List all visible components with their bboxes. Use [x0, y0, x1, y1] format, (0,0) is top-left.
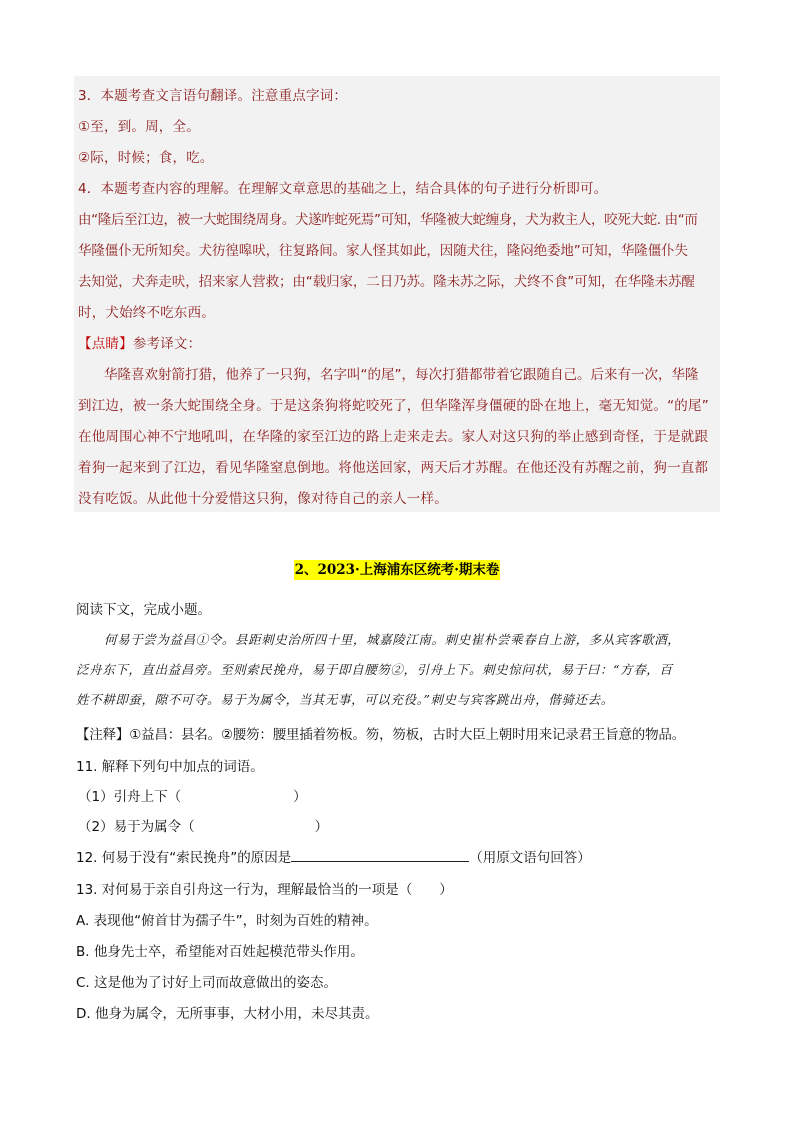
answer-line: 华隆僵仆无所知矣。犬彷徨嗥吠，往复路间。家人怪其如此，因随犬往，隆闷绝委地”可知，华隆僵仆失 — [78, 243, 688, 259]
answer-line: 4．本题考查内容的理解。在理解文章意思的基础之上，结合具体的句子进行分析即可。 — [78, 181, 608, 197]
tip-heading — [78, 332, 201, 352]
item-1-text: （1）引舟上下（ — [78, 789, 182, 805]
question-12-tail: （用原文语句回答） — [469, 850, 591, 866]
question-11-stem: 11. 解释下列句中加点的词语。 — [76, 759, 264, 775]
answer-line: ①至，到。周，全。 — [78, 119, 200, 135]
answer-line: 3．本题考查文言语句翻译。注意重点字词： — [78, 88, 348, 104]
translation-line: 到江边，被一条大蛇围绕全身。于是这条狗将蛇咬死了，但华隆浑身僵硬的卧在地上，毫无知觉。“的尾” — [78, 398, 709, 414]
passage-line: 姓不耕即蚕，隙不可夺。易于为属令，当其无事，可以充役。”刺史与宾客跳出舟，偕骑还去。 — [76, 692, 614, 707]
question-11-item-2 — [78, 815, 328, 835]
option-d[interactable]: D. 他身为属令，无所事事，大材小用，未尽其责。 — [76, 1006, 379, 1022]
question-12-stem: 12. 何易于没有“索民挽舟”的原因是 — [76, 850, 292, 866]
question-12 — [76, 846, 591, 866]
instruction: 阅读下文，完成小题。 — [76, 602, 211, 618]
item-2-text: （2）易于为属令（ — [78, 819, 195, 835]
answer-blank[interactable] — [291, 849, 469, 862]
translation-line: 没有吃饭。从此他十分爱惜这只狗，像对待自己的亲人一样。 — [78, 491, 448, 507]
option-b[interactable]: B. 他身先士卒，希望能对百姓起模范带头作用。 — [76, 944, 364, 960]
passage-line: 泛舟东下，直出益昌旁。至则索民挽舟，易于即自腰笏②，引舟上下。刺史惊问状，易于曰：“方春，百 — [76, 662, 673, 677]
section-title-text: 2、2023·上海浦东区统考·期末卷 — [294, 562, 500, 578]
tip-label: 【点睛】 — [78, 336, 133, 352]
answer-line: 时，犬始终不吃东西。 — [78, 305, 215, 321]
item-2-close: ） — [314, 819, 329, 835]
translation-line: 华隆喜欢射箭打猎，他养了一只狗，名字叫“的尾”，每次打猎都带着它跟随自己。后来有一次，华隆 — [104, 367, 699, 383]
answer-line: 由“隆后至江边，被一大蛇围绕周身。犬遂咋蛇死焉”可知，华隆被大蛇缠身，犬为救主人，咬死大蛇. 由“而 — [78, 212, 698, 228]
question-11-item-1 — [78, 785, 307, 805]
passage-line: 何易于尝为益昌①令。县距刺史治所四十里，城嘉陵江南。刺史崔朴尝乘春自上游，多从宾客歌酒， — [104, 632, 681, 647]
question-13-stem: 13. 对何易于亲自引舟这一行为，理解最恰当的一项是（ ） — [76, 882, 453, 898]
translation-line: 在他周围心神不宁地吼叫，在华隆的家至江边的路上走来走去。家人对这只狗的举止感到奇怪，于是就跟 — [78, 429, 709, 445]
translation-line: 着狗一起来到了江边，看见华隆窒息倒地。将他送回家，两天后才苏醒。在他还没有苏醒之前，狗一直都 — [78, 460, 709, 476]
item-1-close: ） — [293, 789, 307, 805]
answer-analysis-box — [74, 76, 720, 512]
answer-line: ②际，时候；食，吃。 — [78, 150, 214, 166]
option-a[interactable]: A. 表现他“俯首甘为孺子牛”，时刻为百姓的精神。 — [76, 913, 378, 929]
section-title — [0, 558, 794, 578]
tip-text: 参考译文： — [132, 336, 202, 352]
annotation-note: 【注释】①益昌：县名。②腰笏：腰里插着笏板。笏，笏板，古时大臣上朝时用来记录君王旨意的物品。 — [76, 727, 686, 743]
option-c[interactable]: C. 这是他为了讨好上司而故意做出的姿态。 — [76, 975, 338, 991]
answer-line: 去知觉，犬奔走吠，招来家人营救；由“载归家，二日乃苏。隆未苏之际，犬终不食”可知，在华隆未苏醒 — [78, 274, 695, 290]
